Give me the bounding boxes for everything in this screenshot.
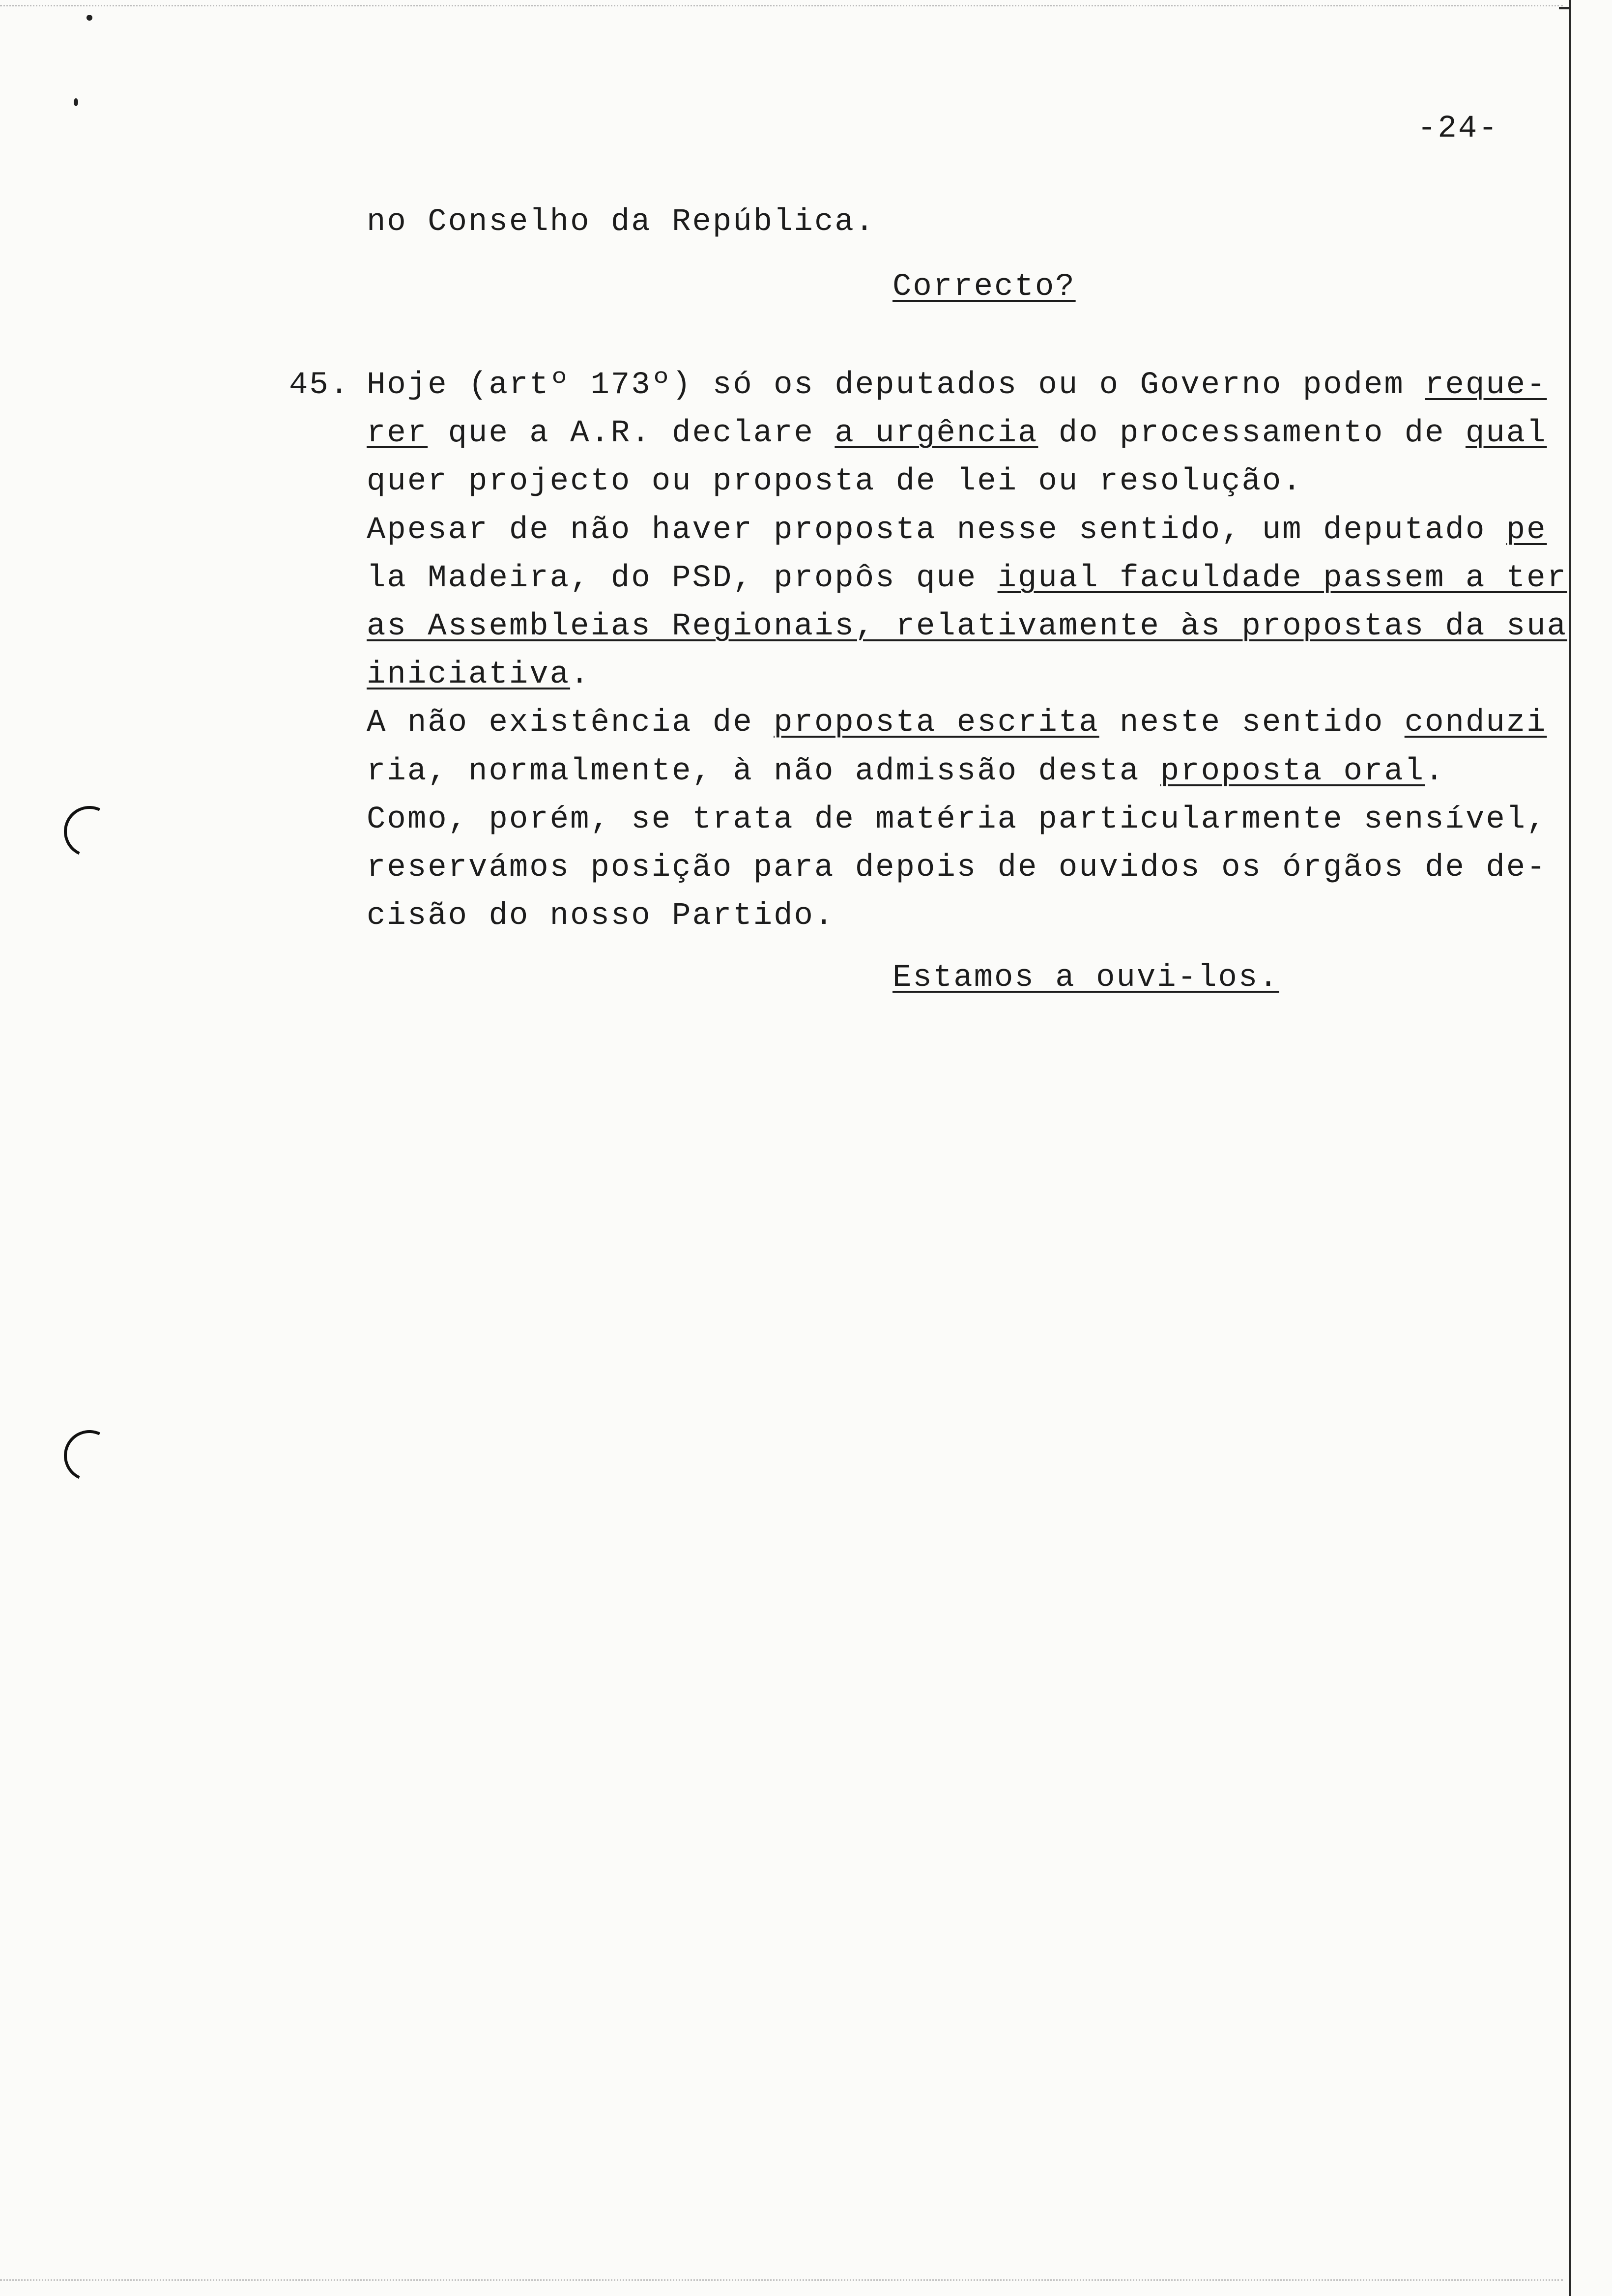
item-line	[367, 515, 1547, 546]
item-line	[367, 804, 1547, 835]
item-line	[367, 370, 1547, 401]
text-segment: .	[1425, 754, 1445, 789]
underlined-segment: reque-	[1425, 368, 1547, 403]
underlined-segment: conduzi	[1404, 705, 1547, 741]
punch-hole-mark	[57, 799, 122, 864]
item-line	[367, 756, 1445, 787]
top-scan-edge	[0, 5, 1563, 6]
text-segment: do processamento de	[1038, 416, 1466, 451]
punch-hole-mark	[57, 1423, 122, 1488]
item-line	[367, 900, 835, 932]
underlined-segment: as Assembleias Regionais, relativamente às propostas da sua	[367, 609, 1567, 644]
underlined-segment: igual faculdade passem a ter	[997, 561, 1567, 596]
item-number: 45.	[289, 368, 350, 403]
text-segment: Apesar de não haver proposta nesse sentido, um deputado	[367, 513, 1506, 548]
text-segment: Como, porém, se trata de matéria particularmente sensível,	[367, 802, 1547, 837]
underlined-segment: rer	[367, 416, 428, 451]
underlined-segment: a urgência	[835, 416, 1038, 451]
underlined-segment: iniciativa	[367, 657, 571, 692]
underlined-segment: proposta escrita	[774, 705, 1099, 741]
scan-speck	[74, 98, 78, 106]
right-binding-edge	[1569, 0, 1571, 2296]
closing-line: Estamos a ouvi-los.	[892, 960, 1279, 996]
continuation-line: no Conselho da República.	[367, 204, 876, 240]
scan-speck	[86, 15, 92, 21]
text-segment: ria, normalmente, à não admissão desta	[367, 754, 1160, 789]
text-segment: quer projecto ou proposta de lei ou resolução.	[367, 464, 1303, 499]
text-segment: la Madeira, do PSD, propôs que	[367, 561, 998, 596]
item-line	[367, 611, 1567, 642]
item-line	[367, 659, 590, 690]
binding-tick	[1559, 7, 1571, 9]
page-number: -24-	[1417, 111, 1499, 146]
bottom-scan-edge	[0, 2279, 1563, 2281]
item-line	[367, 707, 1547, 739]
underlined-segment: pe	[1506, 513, 1547, 548]
item-line	[367, 466, 1303, 497]
text-segment: neste sentido	[1099, 705, 1405, 741]
underlined-segment: qual	[1465, 416, 1547, 451]
text-segment: A não existência de	[367, 705, 774, 741]
text-segment: cisão do nosso Partido.	[367, 898, 835, 934]
text-segment: reservámos posição para depois de ouvidos os órgãos de de-	[367, 850, 1547, 886]
item-line	[367, 418, 1547, 449]
text-segment: .	[570, 657, 591, 692]
question-heading: Correcto?	[892, 269, 1076, 305]
underlined-segment: proposta oral	[1160, 754, 1425, 789]
text-segment: Hoje (artº 173º) só os deputados ou o Governo podem	[367, 368, 1425, 403]
item-line	[367, 563, 1567, 594]
item-line	[367, 852, 1547, 884]
text-segment: que a A.R. declare	[428, 416, 835, 451]
